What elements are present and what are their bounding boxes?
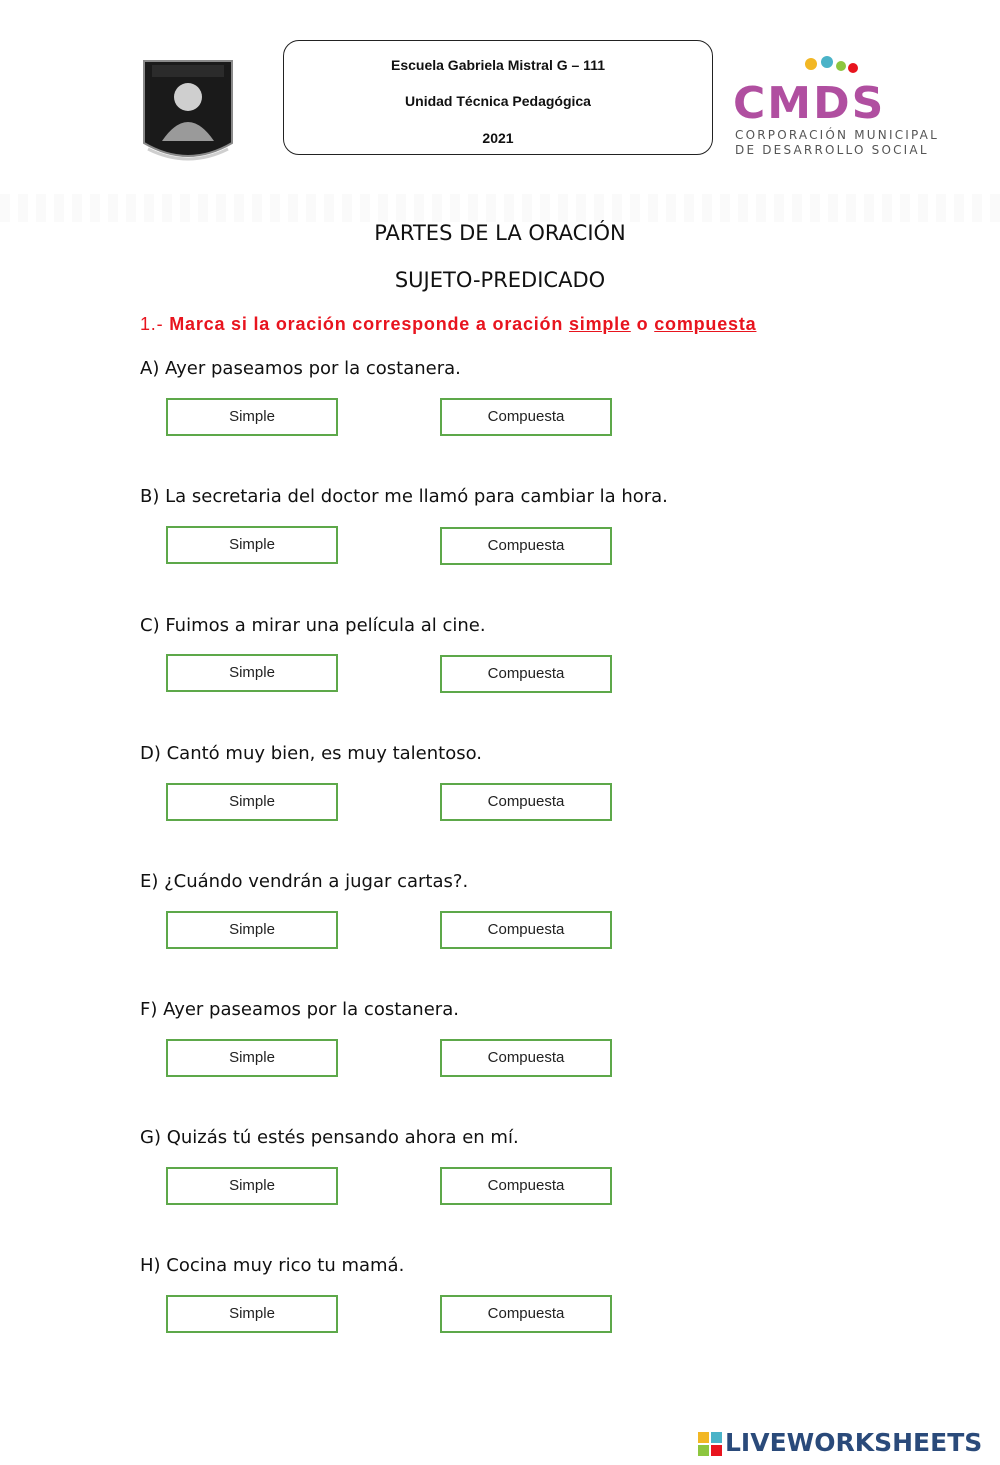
watermark-band [0, 194, 1000, 222]
option-compuesta-a[interactable]: Compuesta [440, 398, 612, 436]
question-d: D) Cantó muy bien, es muy talentoso. [140, 743, 482, 764]
option-simple-e[interactable]: Simple [166, 911, 338, 949]
cmds-subtitle-1: CORPORACIÓN MUNICIPAL [735, 128, 939, 142]
instruction-simple: simple [568, 314, 631, 334]
instruction-compuesta: compuesta [654, 314, 757, 334]
option-simple-g[interactable]: Simple [166, 1167, 338, 1205]
option-compuesta-d[interactable]: Compuesta [440, 783, 612, 821]
year: 2021 [482, 130, 514, 146]
question-g: G) Quizás tú estés pensando ahora en mí. [140, 1127, 519, 1148]
option-compuesta-f[interactable]: Compuesta [440, 1039, 612, 1077]
page-subtitle: SUJETO-PREDICADO [394, 268, 606, 292]
question-f: F) Ayer paseamos por la costanera. [140, 999, 459, 1020]
unit-name: Unidad Técnica Pedagógica [405, 93, 591, 109]
page-title: PARTES DE LA ORACIÓN [374, 221, 626, 245]
option-simple-a[interactable]: Simple [166, 398, 338, 436]
instruction-number: 1.- [140, 314, 164, 334]
option-compuesta-g[interactable]: Compuesta [440, 1167, 612, 1205]
cmds-logo [733, 56, 939, 160]
school-logo [140, 57, 236, 165]
cmds-subtitle-2: DE DESARROLLO SOCIAL [735, 143, 929, 157]
option-simple-h[interactable]: Simple [166, 1295, 338, 1333]
liveworksheets-icon [698, 1432, 722, 1456]
option-simple-d[interactable]: Simple [166, 783, 338, 821]
instruction-text: Marca si la oración corresponde a oración [169, 314, 564, 334]
question-e: E) ¿Cuándo vendrán a jugar cartas?. [140, 871, 469, 892]
question-c: C) Fuimos a mirar una película al cine. [140, 615, 486, 636]
option-compuesta-c[interactable]: Compuesta [440, 655, 612, 693]
option-simple-c[interactable]: Simple [166, 654, 338, 692]
liveworksheets-logo [698, 1428, 982, 1462]
school-name: Escuela Gabriela Mistral G – 111 [390, 57, 605, 73]
question-h: H) Cocina muy rico tu mamá. [140, 1255, 405, 1276]
instruction [140, 314, 756, 335]
liveworksheets-text: LIVEWORKSHEETS [725, 1428, 983, 1457]
instruction-or: o [636, 314, 649, 334]
option-compuesta-e[interactable]: Compuesta [440, 911, 612, 949]
option-compuesta-b[interactable]: Compuesta [440, 527, 612, 565]
school-header-box [283, 40, 713, 155]
cmds-letters: CMDS [733, 78, 886, 129]
question-b: B) La secretaria del doctor me llamó para cambiar la hora. [140, 486, 668, 507]
option-compuesta-h[interactable]: Compuesta [440, 1295, 612, 1333]
question-a: A) Ayer paseamos por la costanera. [140, 358, 461, 379]
option-simple-b[interactable]: Simple [166, 526, 338, 564]
option-simple-f[interactable]: Simple [166, 1039, 338, 1077]
